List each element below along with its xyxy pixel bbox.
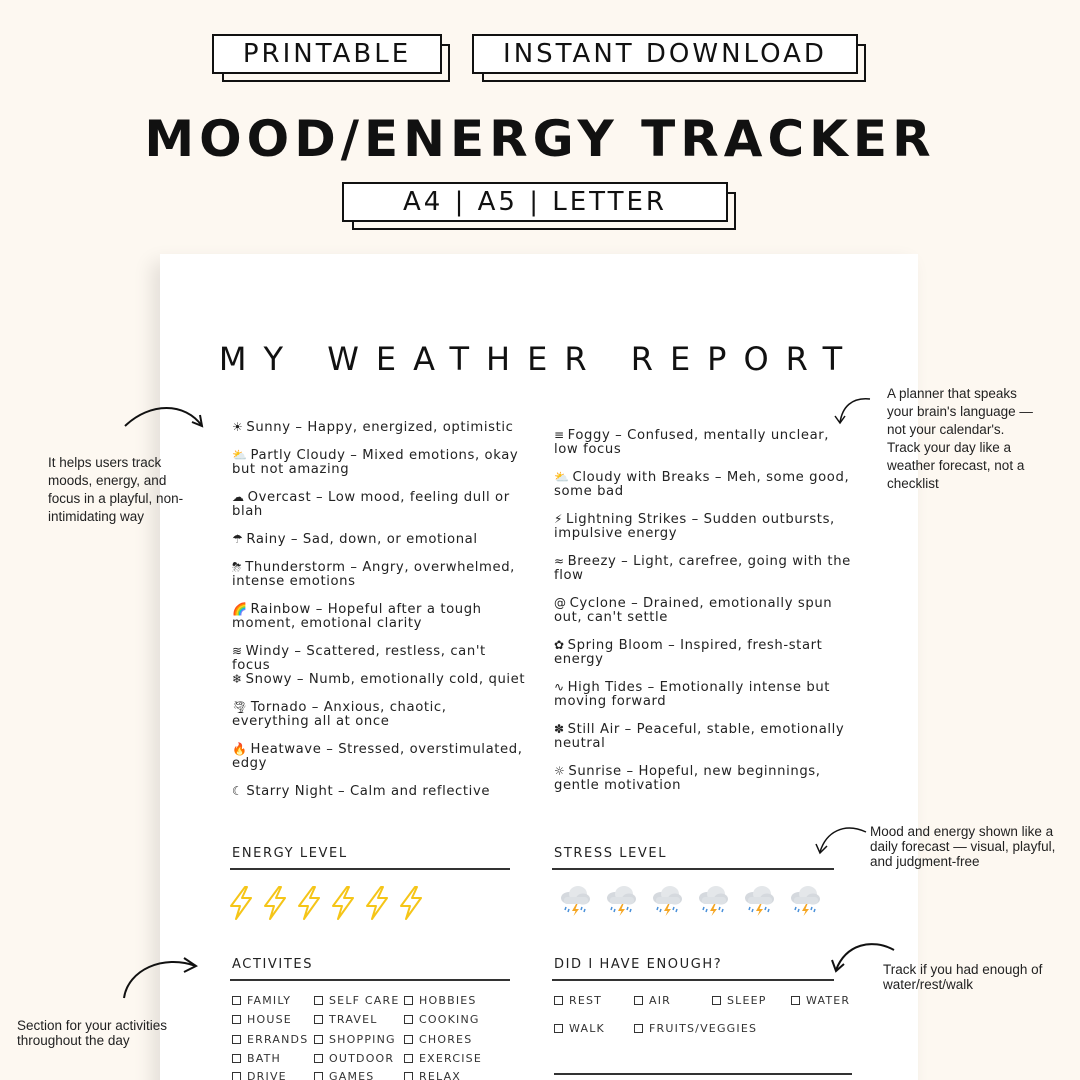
checkbox-label: FAMILY (247, 994, 292, 1007)
checkbox-item[interactable] (554, 1022, 605, 1035)
checkbox[interactable] (634, 1024, 643, 1033)
weather-item-text: Foggy – Confused, mentally unclear, low focus (554, 428, 830, 457)
weather-icon: ✿ (554, 638, 565, 652)
lightning-bolt-icon (260, 886, 290, 920)
checkbox[interactable] (314, 1054, 323, 1063)
weather-item (554, 680, 854, 709)
checkbox[interactable] (314, 996, 323, 1005)
weather-item-text: Snowy – Numb, emotionally cold, quiet (245, 672, 526, 687)
checkbox[interactable] (314, 1035, 323, 1044)
weather-icon: ❄ (232, 672, 243, 686)
checkbox-label: GAMES (329, 1070, 375, 1080)
checkbox[interactable] (232, 1072, 241, 1080)
checkbox-item[interactable] (634, 994, 671, 1007)
enough-rule (552, 979, 834, 981)
weather-icon: ☼ (554, 764, 566, 778)
lightning-bolt-icon (226, 886, 256, 920)
checkbox[interactable] (791, 996, 800, 1005)
storm-cloud-icon (558, 884, 592, 918)
note-right-bottom: Track if you had enough of water/rest/walk (883, 962, 1043, 992)
arrow-icon (118, 952, 202, 1002)
stress-level-label: STRESS LEVEL (554, 846, 668, 861)
activities-label: ACTIVITES (232, 957, 314, 972)
weather-icon: 🌈 (232, 602, 248, 616)
checkbox-label: AIR (649, 994, 672, 1007)
weather-item-text: Starry Night – Calm and reflective (246, 784, 491, 799)
checkbox[interactable] (404, 996, 413, 1005)
storm-cloud-icon (604, 884, 638, 918)
weather-item-text: Overcast – Low mood, feeling dull or blah (232, 490, 510, 519)
lightning-bolt-icon (328, 886, 358, 920)
checkbox-item[interactable] (232, 1052, 281, 1065)
checkbox[interactable] (712, 996, 721, 1005)
checkbox[interactable] (232, 996, 241, 1005)
lightning-bolt-icon (362, 886, 392, 920)
checkbox[interactable] (314, 1015, 323, 1024)
checkbox-label: CHORES (419, 1033, 473, 1046)
checkbox-label: COOKING (419, 1013, 480, 1026)
lightning-bolt-icon (294, 886, 324, 920)
checkbox-item[interactable] (232, 1013, 292, 1026)
weather-icon: ⚡ (554, 512, 564, 526)
weather-item-text: Sunny – Happy, energized, optimistic (246, 420, 514, 435)
weather-item (232, 490, 528, 519)
note-left-bottom: Section for your activities throughout the day (17, 1018, 168, 1048)
checkbox-label: RELAX (419, 1070, 462, 1080)
weather-item (232, 742, 528, 771)
checkbox-label: TRAVEL (329, 1013, 378, 1026)
weather-icon: ⛅ (232, 448, 248, 462)
checkbox-item[interactable] (404, 1070, 461, 1080)
arrow-icon (830, 393, 875, 428)
weather-item-text: Partly Cloudy – Mixed emotions, okay but not amazing (232, 448, 519, 477)
checkbox-item[interactable] (634, 1022, 757, 1035)
instant-download-badge: INSTANT DOWNLOAD (472, 34, 858, 74)
weather-item-text: Rainbow – Hopeful after a tough moment, emotional clarity (232, 602, 482, 631)
weather-icon: ☀ (232, 420, 244, 434)
weather-item-text: Breezy – Light, carefree, going with the flow (554, 554, 851, 583)
checkbox-label: HOUSE (247, 1013, 292, 1026)
weather-icon: ∿ (554, 680, 565, 694)
weather-item (554, 554, 854, 583)
checkbox-item[interactable] (404, 1033, 472, 1046)
storm-cloud-icon (696, 884, 730, 918)
checkbox-item[interactable] (314, 994, 399, 1007)
lightning-bolt-icon (396, 886, 426, 920)
checkbox-label: ERRANDS (247, 1033, 309, 1046)
activities-rule (230, 979, 510, 981)
energy-bolts (226, 886, 426, 920)
weather-item-text: High Tides – Emotionally intense but moving forward (554, 680, 831, 709)
checkbox[interactable] (232, 1035, 241, 1044)
checkbox-label: WALK (569, 1022, 605, 1035)
weather-item-text: Cyclone – Drained, emotionally spun out, can't settle (554, 596, 833, 625)
checkbox-item[interactable] (314, 1052, 394, 1065)
weather-icon: ≈ (554, 554, 565, 568)
weather-item-text: Heatwave – Stressed, overstimulated, edgy (232, 742, 523, 771)
weather-item-text: Spring Bloom – Inspired, fresh-start energy (554, 638, 823, 667)
weather-item (554, 470, 854, 499)
weather-item (554, 596, 854, 625)
checkbox[interactable] (232, 1015, 241, 1024)
checkbox[interactable] (232, 1054, 241, 1063)
checkbox-label: BATH (247, 1052, 282, 1065)
weather-icon: ≡ (554, 428, 565, 442)
checkbox-label: HOBBIES (419, 994, 477, 1007)
weather-item-text: Still Air – Peaceful, stable, emotionally neutral (554, 722, 845, 751)
sheet-heading: MY WEATHER REPORT (218, 340, 860, 378)
checkbox-label: REST (569, 994, 603, 1007)
note-right-mid: Mood and energy shown like a daily forecast — visual, playful, and judgment-free (870, 824, 1056, 869)
checkbox-item[interactable] (232, 1070, 287, 1080)
weather-icon: 🔥 (232, 742, 248, 756)
checkbox-item[interactable] (554, 994, 602, 1007)
weather-icon: ☂ (232, 532, 244, 546)
checkbox-label: FRUITS/VEGGIES (649, 1022, 758, 1035)
checkbox-label: SHOPPING (329, 1033, 396, 1046)
arrow-icon (120, 400, 210, 440)
weather-item (554, 638, 854, 667)
weather-item-text: Thunderstorm – Angry, overwhelmed, intense emotions (232, 560, 515, 589)
enough-label: DID I HAVE ENOUGH? (554, 957, 723, 972)
note-left-top: It helps users track moods, energy, and focus in a playful, non-intimidating way (48, 455, 184, 524)
note-right-top: A planner that speaks your brain's language — not your calendar's. Track your day like a weather forecast, not a checklist (887, 386, 1033, 491)
arrow-icon (828, 938, 898, 976)
checkbox-item[interactable] (404, 994, 477, 1007)
checkbox-label: EXERCISE (419, 1052, 482, 1065)
stress-rule (552, 868, 834, 870)
storm-cloud-icon (742, 884, 776, 918)
checkbox-item[interactable] (314, 1033, 396, 1046)
weather-item (554, 722, 854, 751)
weather-icon: 🌪 (232, 700, 248, 714)
weather-item (554, 428, 854, 457)
weather-item (554, 764, 854, 793)
checkbox[interactable] (404, 1054, 413, 1063)
weather-item (232, 448, 528, 477)
weather-icon: ☁ (232, 490, 245, 504)
checkbox-item[interactable] (712, 994, 767, 1007)
weather-icon: ✽ (554, 722, 565, 736)
weather-item-text: Rainy – Sad, down, or emotional (246, 532, 478, 547)
checkbox[interactable] (404, 1015, 413, 1024)
weather-item (232, 602, 528, 631)
weather-item (232, 532, 528, 547)
weather-item-text: Lightning Strikes – Sudden outbursts, impulsive energy (554, 512, 835, 541)
energy-rule (230, 868, 510, 870)
checkbox-item[interactable] (404, 1052, 482, 1065)
weather-item (232, 700, 528, 729)
checkbox[interactable] (554, 1024, 563, 1033)
weather-item (554, 512, 854, 541)
checkbox-item[interactable] (404, 1013, 480, 1026)
weather-icon: @ (554, 596, 567, 610)
weather-item (232, 784, 528, 799)
checkbox-item[interactable] (232, 1033, 308, 1046)
weather-item (232, 672, 528, 687)
weather-icon: ≋ (232, 644, 243, 658)
checkbox-item[interactable] (791, 994, 850, 1007)
weather-icon: ⛈ (232, 560, 243, 574)
sizes-badge: A4 | A5 | LETTER (342, 182, 728, 222)
weather-icon: ⛅ (554, 470, 570, 484)
weather-item-text: Tornado – Anxious, chaotic, everything all at once (232, 700, 447, 729)
weather-item-text: Sunrise – Hopeful, new beginnings, gentle motivation (554, 764, 821, 793)
checkbox-item[interactable] (232, 994, 291, 1007)
storm-cloud-icon (650, 884, 684, 918)
page-title: MOOD/ENERGY TRACKER (144, 110, 936, 168)
checkbox-item[interactable] (314, 1070, 374, 1080)
checkbox[interactable] (554, 996, 563, 1005)
arrow-icon (812, 822, 870, 858)
printable-badge: PRINTABLE (212, 34, 442, 74)
checkbox[interactable] (634, 996, 643, 1005)
checkbox[interactable] (404, 1035, 413, 1044)
checkbox-label: DRIVE (247, 1070, 287, 1080)
checkbox-label: SELF CARE (329, 994, 400, 1007)
storm-cloud-icon (788, 884, 822, 918)
energy-level-label: ENERGY LEVEL (232, 846, 348, 861)
weather-item (232, 644, 528, 673)
stress-clouds (558, 884, 822, 918)
weather-item-text: Windy – Scattered, restless, can't focus (232, 644, 486, 673)
checkbox-item[interactable] (314, 1013, 378, 1026)
weather-item-text: Cloudy with Breaks – Meh, some good, some bad (554, 470, 850, 499)
weather-item (232, 420, 528, 435)
weather-icon: ☾ (232, 784, 244, 798)
checkbox-label: SLEEP (727, 994, 767, 1007)
checkbox[interactable] (314, 1072, 323, 1080)
weather-item (232, 560, 528, 589)
checkbox[interactable] (404, 1072, 413, 1080)
bottom-box-edge (554, 1073, 852, 1075)
checkbox-label: OUTDOOR (329, 1052, 395, 1065)
checkbox-label: WATER (806, 994, 851, 1007)
